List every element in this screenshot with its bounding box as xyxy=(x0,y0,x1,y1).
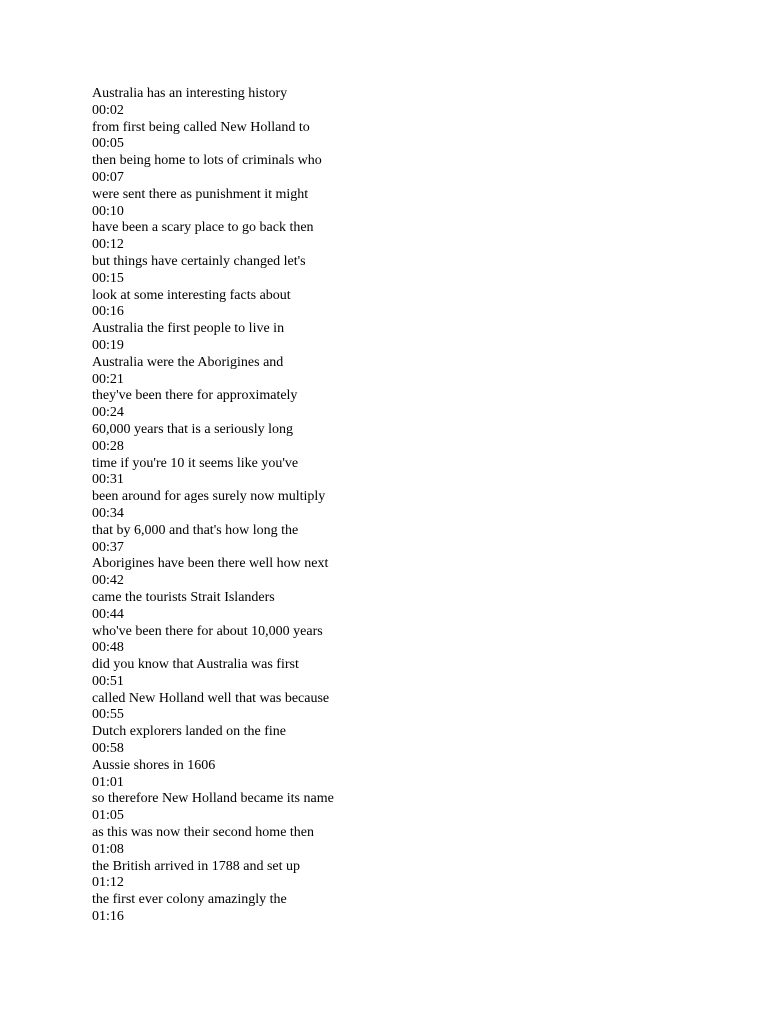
transcript-line: so therefore New Holland became its name xyxy=(92,791,334,807)
transcript-line: been around for ages surely now multiply xyxy=(92,489,326,505)
transcript-timestamp: 00:28 xyxy=(92,438,124,454)
transcript-timestamp: 00:16 xyxy=(92,304,124,320)
transcript-timestamp: 00:07 xyxy=(92,169,124,185)
transcript-line: look at some interesting facts about xyxy=(92,287,291,303)
transcript xyxy=(92,86,334,926)
transcript-line: that by 6,000 and that's how long the xyxy=(92,522,299,538)
transcript-timestamp: 00:10 xyxy=(92,203,124,219)
transcript-timestamp: 00:34 xyxy=(92,505,124,521)
transcript-timestamp: 01:08 xyxy=(92,841,124,857)
transcript-line: as this was now their second home then xyxy=(92,825,315,841)
transcript-timestamp: 00:42 xyxy=(92,573,124,589)
transcript-line: were sent there as punishment it might xyxy=(92,186,309,202)
transcript-line: Australia were the Aborigines and xyxy=(92,354,284,370)
transcript-line: Australia has an interesting history xyxy=(92,86,288,101)
transcript-line: 60,000 years that is a seriously long xyxy=(92,421,294,437)
transcript-timestamp: 00:58 xyxy=(92,741,124,757)
transcript-line: Aussie shores in 1606 xyxy=(92,757,216,773)
transcript-line: Australia the first people to live in xyxy=(92,321,285,337)
transcript-timestamp: 00:21 xyxy=(92,371,124,387)
transcript-timestamp: 00:44 xyxy=(92,606,124,622)
transcript-timestamp: 01:12 xyxy=(92,875,124,891)
transcript-line: have been a scary place to go back then xyxy=(92,220,314,236)
transcript-line: they've been there for approximately xyxy=(92,388,298,404)
transcript-line: Dutch explorers landed on the fine xyxy=(92,724,286,740)
transcript-timestamp: 00:55 xyxy=(92,707,124,723)
transcript-line: time if you're 10 it seems like you've xyxy=(92,455,299,471)
transcript-timestamp: 00:24 xyxy=(92,405,124,421)
transcript-line: came the tourists Strait Islanders xyxy=(92,589,275,605)
transcript-timestamp: 01:01 xyxy=(92,774,124,790)
transcript-line: the British arrived in 1788 and set up xyxy=(92,858,301,874)
transcript-line: Aborigines have been there well how next xyxy=(92,556,329,572)
transcript-timestamp: 00:48 xyxy=(92,640,124,656)
transcript-line: from first being called New Holland to xyxy=(92,119,310,135)
transcript-timestamp: 00:37 xyxy=(92,539,124,555)
transcript-timestamp: 00:19 xyxy=(92,337,124,353)
transcript-line: the first ever colony amazingly the xyxy=(92,892,287,908)
transcript-timestamp: 00:31 xyxy=(92,472,124,488)
transcript-line: but things have certainly changed let's xyxy=(92,253,306,269)
transcript-line: called New Holland well that was because xyxy=(92,690,330,706)
transcript-line: then being home to lots of criminals who xyxy=(92,153,322,169)
transcript-timestamp: 01:05 xyxy=(92,808,124,824)
transcript-timestamp: 00:05 xyxy=(92,136,124,152)
transcript-timestamp: 01:16 xyxy=(92,909,124,925)
transcript-timestamp: 00:02 xyxy=(92,102,124,118)
transcript-timestamp: 00:15 xyxy=(92,270,124,286)
transcript-line: did you know that Australia was first xyxy=(92,657,299,673)
transcript-line: who've been there for about 10,000 years xyxy=(92,623,323,639)
transcript-timestamp: 00:51 xyxy=(92,673,124,689)
transcript-timestamp: 00:12 xyxy=(92,237,124,253)
